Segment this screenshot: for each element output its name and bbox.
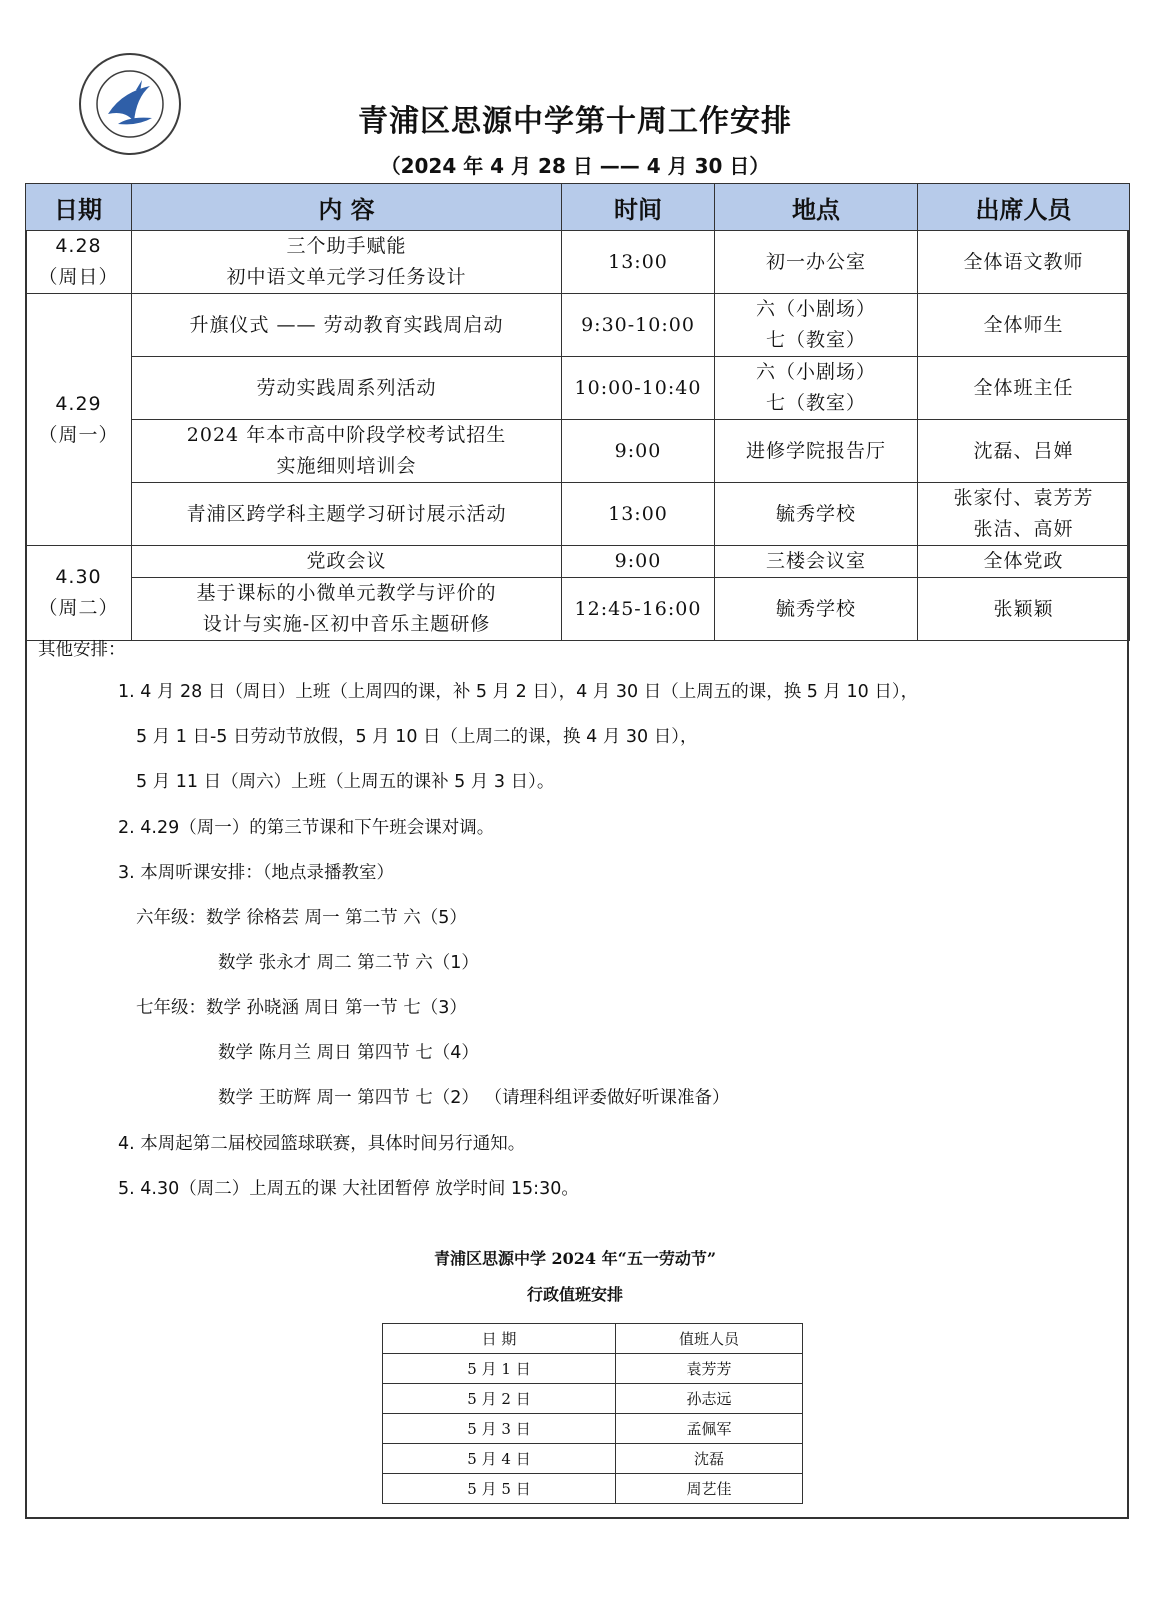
weekday: （周一） xyxy=(38,423,119,446)
date-cell xyxy=(26,546,132,641)
duty-date: 5 月 3 日 xyxy=(383,1414,616,1444)
other-item: 3. 本周听课安排：（地点录播教室） xyxy=(118,863,395,883)
duty-table xyxy=(382,1323,803,1504)
header-attendees: 出席人员 xyxy=(918,184,1130,231)
schedule-table xyxy=(25,183,1130,641)
attendees-cell: 沈磊、吕婵 xyxy=(918,420,1130,483)
time-cell: 13:00 xyxy=(562,231,715,294)
duty-row xyxy=(383,1474,803,1504)
content-line: 三个助手赋能 xyxy=(286,235,407,257)
duty-date: 5 月 5 日 xyxy=(383,1474,616,1504)
table-row xyxy=(26,546,1130,578)
place-cell: 毓秀学校 xyxy=(715,578,918,641)
date: 4.29 xyxy=(55,392,102,415)
date: 4.28 xyxy=(55,235,102,257)
place-cell: 三楼会议室 xyxy=(715,546,918,578)
place-line: 七（教室） xyxy=(765,329,866,351)
other-item: 2. 4.29（周一）的第三节课和下午班会课对调。 xyxy=(118,818,495,838)
duty-title: 青浦区思源中学 2024 年“五一劳动节” xyxy=(433,1249,717,1268)
date-cell xyxy=(26,231,132,294)
header-date: 日期 xyxy=(26,184,132,231)
time-cell: 13:00 xyxy=(562,483,715,546)
time-cell: 10:00-10:40 xyxy=(562,357,715,420)
other-item: 1. 4 月 28 日（周日）上班（上周四的课，补 5 月 2 日），4 月 30 日（上周五的课，换 5 月 10 日）， xyxy=(118,682,919,702)
place-cell: 初一办公室 xyxy=(715,231,918,294)
place-line: 六（小剧场） xyxy=(755,361,876,383)
duty-header-person: 值班人员 xyxy=(616,1324,803,1354)
content-cell xyxy=(132,578,562,641)
content-line: 实施细则培训会 xyxy=(276,455,417,477)
duty-date: 5 月 1 日 xyxy=(383,1354,616,1384)
duty-header-row xyxy=(383,1324,803,1354)
other-item: 5 月 11 日（周六）上班（上周五的课补 5 月 3 日）。 xyxy=(136,772,555,792)
duty-date: 5 月 4 日 xyxy=(383,1444,616,1474)
place-cell: 进修学院报告厅 xyxy=(715,420,918,483)
other-item: 5. 4.30（周二）上周五的课 大社团暂停 放学时间 15:30。 xyxy=(118,1179,579,1199)
content-cell: 劳动实践周系列活动 xyxy=(132,357,562,420)
duty-person: 袁芳芳 xyxy=(616,1354,803,1384)
content-line: 初中语文单元学习任务设计 xyxy=(226,266,467,288)
duty-person: 孙志远 xyxy=(616,1384,803,1414)
duty-subtitle: 行政值班安排 xyxy=(526,1285,623,1304)
time-cell: 9:30-10:00 xyxy=(562,294,715,357)
duty-person: 周艺佳 xyxy=(616,1474,803,1504)
duty-date: 5 月 2 日 xyxy=(383,1384,616,1414)
other-item: 5 月 1 日-5 日劳动节放假，5 月 10 日（上周二的课，换 4 月 30 日）， xyxy=(136,727,698,747)
lesson-observation: 六年级：数学 徐格芸 周一 第二节 六（5） xyxy=(136,908,467,928)
attendees-cell: 全体党政 xyxy=(918,546,1130,578)
content-cell xyxy=(132,231,562,294)
attendees-line: 张洁、高妍 xyxy=(973,518,1074,540)
lesson-observation: 七年级：数学 孙晓涵 周日 第一节 七（3） xyxy=(136,998,467,1018)
lesson-observation: 数学 张永才 周二 第二节 六（1） xyxy=(218,953,479,973)
duty-header-date: 日 期 xyxy=(383,1324,616,1354)
other-item: 4. 本周起第二届校园篮球联赛，具体时间另行通知。 xyxy=(118,1134,526,1154)
page-subtitle: （2024 年 4 月 28 日 —— 4 月 30 日） xyxy=(380,154,770,178)
attendees-cell: 全体语文教师 xyxy=(918,231,1130,294)
content-cell: 升旗仪式 —— 劳动教育实践周启动 xyxy=(132,294,562,357)
other-heading: 其他安排： xyxy=(38,640,126,660)
table-row xyxy=(26,231,1130,294)
place-cell xyxy=(715,294,918,357)
duty-row xyxy=(383,1354,803,1384)
weekday: （周二） xyxy=(38,597,119,619)
lesson-observation: 数学 陈月兰 周日 第四节 七（4） xyxy=(218,1043,479,1063)
weekday: （周日） xyxy=(38,266,119,288)
duty-person: 沈磊 xyxy=(616,1444,803,1474)
place-cell xyxy=(715,357,918,420)
place-line: 六（小剧场） xyxy=(755,298,876,320)
content-line: 设计与实施-区初中音乐主题研修 xyxy=(202,613,491,635)
content-cell xyxy=(132,420,562,483)
time-cell: 12:45-16:00 xyxy=(562,578,715,641)
duty-row xyxy=(383,1384,803,1414)
duty-person: 孟佩军 xyxy=(616,1414,803,1444)
header-content: 内 容 xyxy=(132,184,562,231)
table-row xyxy=(26,483,1130,546)
table-row xyxy=(26,420,1130,483)
page-title: 青浦区思源中学第十周工作安排 xyxy=(358,104,792,139)
header-place: 地点 xyxy=(715,184,918,231)
attendees-cell: 全体师生 xyxy=(918,294,1130,357)
table-row xyxy=(26,294,1130,357)
content-cell: 青浦区跨学科主题学习研讨展示活动 xyxy=(132,483,562,546)
lesson-observation: 数学 王昉辉 周一 第四节 七（2） （请理科组评委做好听课准备） xyxy=(218,1088,730,1108)
table-row xyxy=(26,357,1130,420)
content-cell: 党政会议 xyxy=(132,546,562,578)
attendees-cell: 全体班主任 xyxy=(918,357,1130,420)
date: 4.30 xyxy=(55,566,102,588)
attendees-cell xyxy=(918,483,1130,546)
schedule-header-row xyxy=(26,184,1130,231)
content-line: 2024 年本市高中阶段学校考试招生 xyxy=(186,424,507,446)
time-cell: 9:00 xyxy=(562,420,715,483)
attendees-line: 张家付、袁芳芳 xyxy=(953,487,1094,509)
place-line: 七（教室） xyxy=(765,392,866,414)
table-row xyxy=(26,578,1130,641)
date-cell xyxy=(26,294,132,546)
duty-row xyxy=(383,1444,803,1474)
duty-row xyxy=(383,1414,803,1444)
attendees-cell: 张颖颖 xyxy=(918,578,1130,641)
header-time: 时间 xyxy=(562,184,715,231)
time-cell: 9:00 xyxy=(562,546,715,578)
content-line: 基于课标的小微单元教学与评价的 xyxy=(196,582,497,604)
place-cell: 毓秀学校 xyxy=(715,483,918,546)
